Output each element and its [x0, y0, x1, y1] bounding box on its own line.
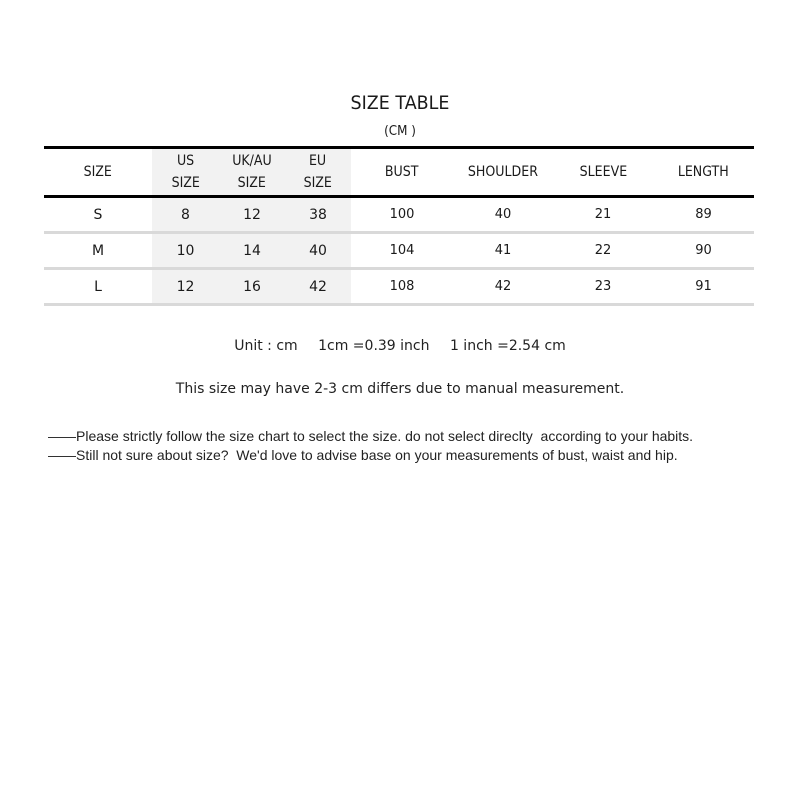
- cell-uk-au-size: 12: [219, 197, 285, 233]
- cell-sleeve: 23: [594, 279, 612, 294]
- cell-us-size: 8: [152, 197, 219, 233]
- header-uk-au-size: UK/AU SIZE: [219, 148, 285, 197]
- cell-eu-size: 40: [285, 233, 351, 269]
- unit-subtitle: (CM ): [384, 124, 416, 139]
- cell-eu-size: 42: [285, 269, 351, 305]
- cell-shoulder: 41: [494, 243, 512, 258]
- cell-eu-size: 38: [285, 197, 351, 233]
- table-row: [44, 197, 754, 233]
- cell-uk-au-size: 16: [219, 269, 285, 305]
- size-table-container: [44, 146, 754, 306]
- cell-size: S: [93, 206, 103, 223]
- cell-size: M: [91, 242, 105, 259]
- cell-length: 90: [695, 243, 712, 258]
- unit-conversion-note: [0, 338, 800, 354]
- header-sleeve: SLEEVE: [579, 164, 627, 180]
- cm-to-inch-label: 1cm =0.39 inch: [318, 338, 430, 354]
- header-us-size: US SIZE: [152, 148, 219, 197]
- header-bust: BUST: [385, 164, 419, 180]
- size-table: [44, 146, 754, 306]
- cell-sleeve: 21: [594, 207, 612, 222]
- cell-shoulder: 40: [494, 207, 512, 222]
- cell-us-size: 12: [152, 269, 219, 305]
- unit-label: Unit : cm: [234, 338, 298, 354]
- cell-us-size: 10: [152, 233, 219, 269]
- cell-size: L: [94, 278, 102, 295]
- measurement-disclaimer: This size may have 2-3 cm differs due to manual measurement.: [175, 381, 625, 397]
- table-header-row: [44, 148, 754, 197]
- header-eu-size: EU SIZE: [285, 148, 351, 197]
- inch-to-cm-label: 1 inch =2.54 cm: [449, 338, 566, 354]
- table-row: [44, 233, 754, 269]
- table-row: [44, 269, 754, 305]
- cell-bust: 100: [389, 207, 415, 222]
- cell-shoulder: 42: [494, 279, 512, 294]
- cell-length: 91: [695, 279, 712, 294]
- page-title: SIZE TABLE: [350, 92, 450, 114]
- cell-length: 89: [695, 207, 712, 222]
- header-shoulder: SHOULDER: [467, 164, 539, 180]
- tip-follow-chart: ——Please strictly follow the size chart to select the size. do not select direclty according to your habits.: [48, 428, 694, 444]
- header-size: SIZE: [83, 164, 113, 180]
- cell-bust: 104: [389, 243, 415, 258]
- cell-uk-au-size: 14: [219, 233, 285, 269]
- header-length: LENGTH: [678, 164, 729, 180]
- tip-ask-advice: ——Still not sure about size? We'd love to advise base on your measurements of bust, waist and hip.: [48, 447, 678, 463]
- cell-bust: 108: [389, 279, 415, 294]
- cell-sleeve: 22: [594, 243, 612, 258]
- size-tips: [48, 427, 693, 465]
